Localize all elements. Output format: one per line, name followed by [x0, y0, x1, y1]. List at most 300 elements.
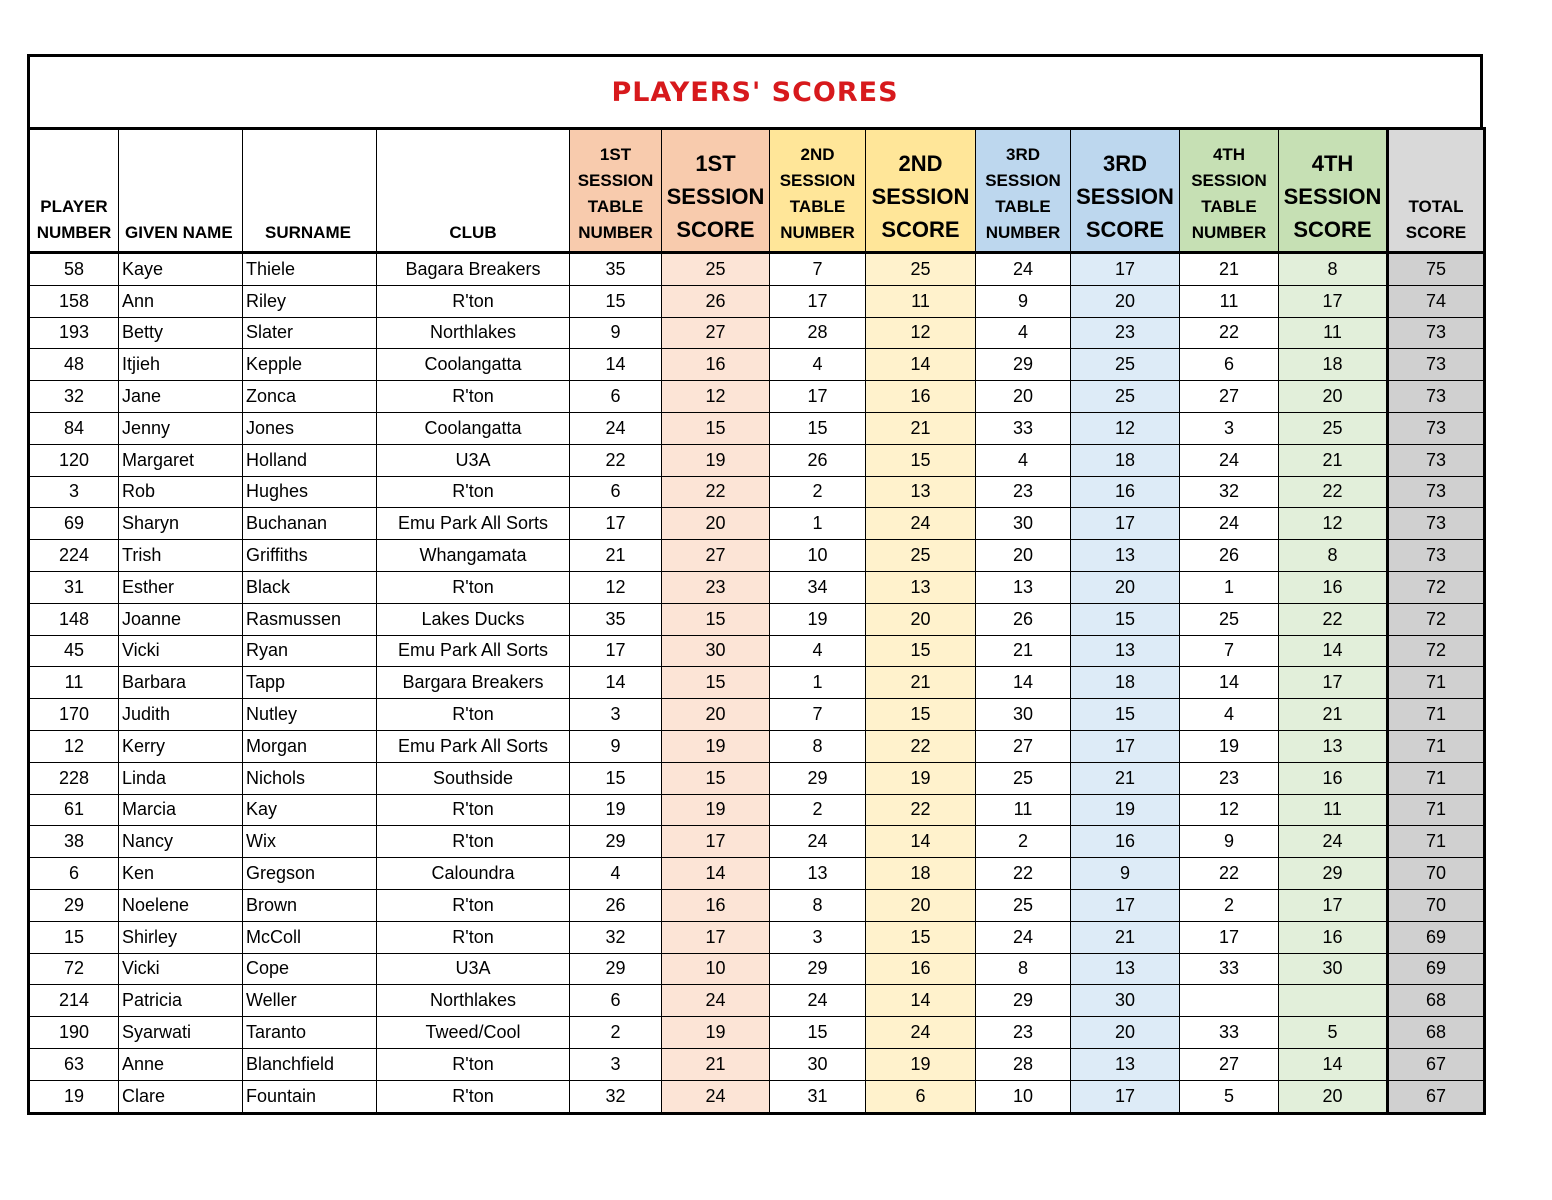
player-number-cell: 228 [29, 762, 119, 794]
total-score-cell: 70 [1388, 889, 1485, 921]
session4-score-cell: 14 [1279, 635, 1388, 667]
total-score-cell: 67 [1388, 1048, 1485, 1080]
session1-table-cell: 6 [570, 985, 662, 1017]
club-cell: Bargara Breakers [377, 667, 570, 699]
surname-cell: Morgan [243, 730, 377, 762]
club-cell: U3A [377, 953, 570, 985]
table-row [29, 285, 1485, 317]
session3-score-cell: 13 [1071, 953, 1180, 985]
table-row [29, 1048, 1485, 1080]
club-cell: R'ton [377, 381, 570, 413]
session2-table-cell: 2 [770, 794, 866, 826]
table-row [29, 699, 1485, 731]
table-row [29, 412, 1485, 444]
surname-cell: Weller [243, 985, 377, 1017]
session4-table-cell: 7 [1180, 635, 1279, 667]
total-score-cell: 72 [1388, 571, 1485, 603]
total-score-cell: 73 [1388, 476, 1485, 508]
session4-score-cell: 20 [1279, 381, 1388, 413]
header-surname: SURNAME [243, 129, 377, 253]
scores-table [27, 127, 1486, 1115]
table-row [29, 317, 1485, 349]
session1-table-cell: 2 [570, 1017, 662, 1049]
session1-table-cell: 3 [570, 699, 662, 731]
session4-score-cell: 22 [1279, 603, 1388, 635]
session1-score-cell: 19 [662, 1017, 770, 1049]
session4-table-cell: 1 [1180, 571, 1279, 603]
session2-table-cell: 24 [770, 985, 866, 1017]
session1-score-cell: 19 [662, 794, 770, 826]
table-row [29, 889, 1485, 921]
session3-score-cell: 21 [1071, 921, 1180, 953]
session1-table-cell: 29 [570, 826, 662, 858]
session2-table-cell: 28 [770, 317, 866, 349]
session4-table-cell [1180, 985, 1279, 1017]
player-number-cell: 58 [29, 253, 119, 286]
session2-score-cell: 21 [866, 412, 976, 444]
session3-table-cell: 24 [976, 921, 1071, 953]
surname-cell: Brown [243, 889, 377, 921]
session4-table-cell: 12 [1180, 794, 1279, 826]
player-number-cell: 3 [29, 476, 119, 508]
table-row [29, 985, 1485, 1017]
player-number-cell: 72 [29, 953, 119, 985]
header-club: CLUB [377, 129, 570, 253]
session1-score-cell: 19 [662, 444, 770, 476]
club-cell: Northlakes [377, 985, 570, 1017]
session3-table-cell: 26 [976, 603, 1071, 635]
table-row [29, 540, 1485, 572]
session4-score-cell: 22 [1279, 476, 1388, 508]
surname-cell: McColl [243, 921, 377, 953]
session3-score-cell: 13 [1071, 1048, 1180, 1080]
session4-score-cell: 20 [1279, 1080, 1388, 1113]
surname-cell: Blanchfield [243, 1048, 377, 1080]
total-score-cell: 71 [1388, 699, 1485, 731]
session4-score-cell [1279, 985, 1388, 1017]
given-name-cell: Jane [119, 381, 243, 413]
session4-table-cell: 24 [1180, 508, 1279, 540]
session2-table-cell: 8 [770, 730, 866, 762]
club-cell: R'ton [377, 699, 570, 731]
table-row [29, 921, 1485, 953]
session1-score-cell: 16 [662, 349, 770, 381]
session3-score-cell: 17 [1071, 889, 1180, 921]
table-row [29, 794, 1485, 826]
player-number-cell: 38 [29, 826, 119, 858]
session1-table-cell: 17 [570, 508, 662, 540]
session2-table-cell: 1 [770, 508, 866, 540]
table-row [29, 444, 1485, 476]
total-score-cell: 69 [1388, 953, 1485, 985]
surname-cell: Kepple [243, 349, 377, 381]
session2-score-cell: 18 [866, 858, 976, 890]
table-row [29, 730, 1485, 762]
session2-score-cell: 16 [866, 381, 976, 413]
session2-table-cell: 17 [770, 381, 866, 413]
session2-score-cell: 14 [866, 349, 976, 381]
session3-score-cell: 19 [1071, 794, 1180, 826]
given-name-cell: Shirley [119, 921, 243, 953]
club-cell: Emu Park All Sorts [377, 508, 570, 540]
total-score-cell: 71 [1388, 826, 1485, 858]
surname-cell: Nutley [243, 699, 377, 731]
table-row [29, 667, 1485, 699]
club-cell: R'ton [377, 1080, 570, 1113]
club-cell: Coolangatta [377, 412, 570, 444]
session2-score-cell: 19 [866, 1048, 976, 1080]
session3-table-cell: 23 [976, 1017, 1071, 1049]
session3-table-cell: 2 [976, 826, 1071, 858]
total-score-cell: 72 [1388, 635, 1485, 667]
session3-table-cell: 25 [976, 762, 1071, 794]
club-cell: R'ton [377, 285, 570, 317]
surname-cell: Kay [243, 794, 377, 826]
total-score-cell: 74 [1388, 285, 1485, 317]
session2-table-cell: 29 [770, 762, 866, 794]
session3-table-cell: 10 [976, 1080, 1071, 1113]
session4-table-cell: 4 [1180, 699, 1279, 731]
table-row [29, 508, 1485, 540]
player-number-cell: 19 [29, 1080, 119, 1113]
session2-score-cell: 13 [866, 476, 976, 508]
session3-score-cell: 13 [1071, 540, 1180, 572]
session1-table-cell: 35 [570, 253, 662, 286]
session1-score-cell: 24 [662, 1080, 770, 1113]
session1-score-cell: 24 [662, 985, 770, 1017]
player-number-cell: 214 [29, 985, 119, 1017]
session4-score-cell: 21 [1279, 444, 1388, 476]
club-cell: R'ton [377, 794, 570, 826]
surname-cell: Jones [243, 412, 377, 444]
player-number-cell: 32 [29, 381, 119, 413]
session1-score-cell: 15 [662, 667, 770, 699]
session1-table-cell: 32 [570, 921, 662, 953]
given-name-cell: Vicki [119, 953, 243, 985]
session3-table-cell: 23 [976, 476, 1071, 508]
given-name-cell: Sharyn [119, 508, 243, 540]
session1-score-cell: 10 [662, 953, 770, 985]
session4-score-cell: 17 [1279, 285, 1388, 317]
table-row [29, 635, 1485, 667]
session3-table-cell: 11 [976, 794, 1071, 826]
session1-score-cell: 21 [662, 1048, 770, 1080]
session2-score-cell: 22 [866, 730, 976, 762]
session3-score-cell: 17 [1071, 508, 1180, 540]
total-score-cell: 70 [1388, 858, 1485, 890]
session1-table-cell: 6 [570, 476, 662, 508]
player-number-cell: 148 [29, 603, 119, 635]
session3-table-cell: 14 [976, 667, 1071, 699]
given-name-cell: Nancy [119, 826, 243, 858]
club-cell: R'ton [377, 1048, 570, 1080]
session4-score-cell: 13 [1279, 730, 1388, 762]
player-number-cell: 69 [29, 508, 119, 540]
session3-table-cell: 30 [976, 699, 1071, 731]
session2-table-cell: 2 [770, 476, 866, 508]
session4-table-cell: 32 [1180, 476, 1279, 508]
session2-table-cell: 17 [770, 285, 866, 317]
given-name-cell: Betty [119, 317, 243, 349]
session2-score-cell: 25 [866, 540, 976, 572]
table-row [29, 349, 1485, 381]
given-name-cell: Anne [119, 1048, 243, 1080]
table-header [29, 129, 1485, 253]
surname-cell: Holland [243, 444, 377, 476]
club-cell: Lakes Ducks [377, 603, 570, 635]
given-name-cell: Patricia [119, 985, 243, 1017]
surname-cell: Taranto [243, 1017, 377, 1049]
player-number-cell: 224 [29, 540, 119, 572]
session3-table-cell: 4 [976, 444, 1071, 476]
session3-table-cell: 27 [976, 730, 1071, 762]
title-bar [27, 54, 1483, 127]
surname-cell: Zonca [243, 381, 377, 413]
header-session2-score: 2ND SESSION SCORE [866, 129, 976, 253]
session2-score-cell: 15 [866, 699, 976, 731]
session3-score-cell: 18 [1071, 667, 1180, 699]
total-score-cell: 73 [1388, 317, 1485, 349]
session1-score-cell: 15 [662, 603, 770, 635]
total-score-cell: 68 [1388, 1017, 1485, 1049]
session3-score-cell: 13 [1071, 635, 1180, 667]
session2-score-cell: 13 [866, 571, 976, 603]
session3-table-cell: 30 [976, 508, 1071, 540]
table-row [29, 953, 1485, 985]
club-cell: U3A [377, 444, 570, 476]
session1-table-cell: 12 [570, 571, 662, 603]
table-row [29, 571, 1485, 603]
session3-score-cell: 21 [1071, 762, 1180, 794]
club-cell: R'ton [377, 571, 570, 603]
header-session4-score: 4TH SESSION SCORE [1279, 129, 1388, 253]
table-row [29, 858, 1485, 890]
given-name-cell: Vicki [119, 635, 243, 667]
given-name-cell: Rob [119, 476, 243, 508]
club-cell: Southside [377, 762, 570, 794]
session1-score-cell: 30 [662, 635, 770, 667]
given-name-cell: Barbara [119, 667, 243, 699]
session4-score-cell: 11 [1279, 794, 1388, 826]
session2-table-cell: 29 [770, 953, 866, 985]
session4-score-cell: 8 [1279, 540, 1388, 572]
session2-table-cell: 19 [770, 603, 866, 635]
surname-cell: Slater [243, 317, 377, 349]
session2-score-cell: 14 [866, 985, 976, 1017]
session1-table-cell: 19 [570, 794, 662, 826]
surname-cell: Nichols [243, 762, 377, 794]
session4-score-cell: 12 [1279, 508, 1388, 540]
given-name-cell: Clare [119, 1080, 243, 1113]
player-number-cell: 170 [29, 699, 119, 731]
club-cell: R'ton [377, 826, 570, 858]
session4-table-cell: 3 [1180, 412, 1279, 444]
given-name-cell: Judith [119, 699, 243, 731]
session4-table-cell: 5 [1180, 1080, 1279, 1113]
session2-score-cell: 19 [866, 762, 976, 794]
session4-table-cell: 14 [1180, 667, 1279, 699]
session3-score-cell: 9 [1071, 858, 1180, 890]
session4-score-cell: 18 [1279, 349, 1388, 381]
session4-score-cell: 14 [1279, 1048, 1388, 1080]
session2-table-cell: 10 [770, 540, 866, 572]
session3-table-cell: 29 [976, 349, 1071, 381]
session1-table-cell: 35 [570, 603, 662, 635]
table-row [29, 476, 1485, 508]
club-cell: Bagara Breakers [377, 253, 570, 286]
session1-table-cell: 24 [570, 412, 662, 444]
score-sheet [27, 54, 1483, 1115]
session3-table-cell: 33 [976, 412, 1071, 444]
session2-table-cell: 31 [770, 1080, 866, 1113]
club-cell: Coolangatta [377, 349, 570, 381]
session1-table-cell: 4 [570, 858, 662, 890]
session3-score-cell: 20 [1071, 1017, 1180, 1049]
session4-table-cell: 19 [1180, 730, 1279, 762]
session4-score-cell: 8 [1279, 253, 1388, 286]
player-number-cell: 15 [29, 921, 119, 953]
session1-table-cell: 14 [570, 667, 662, 699]
total-score-cell: 73 [1388, 540, 1485, 572]
session1-table-cell: 3 [570, 1048, 662, 1080]
given-name-cell: Kerry [119, 730, 243, 762]
session1-table-cell: 22 [570, 444, 662, 476]
session2-score-cell: 6 [866, 1080, 976, 1113]
session3-score-cell: 20 [1071, 571, 1180, 603]
header-session3-table: 3RD SESSION TABLE NUMBER [976, 129, 1071, 253]
session1-score-cell: 22 [662, 476, 770, 508]
session2-score-cell: 11 [866, 285, 976, 317]
session3-score-cell: 16 [1071, 826, 1180, 858]
session4-score-cell: 17 [1279, 889, 1388, 921]
surname-cell: Griffiths [243, 540, 377, 572]
header-session4-table: 4TH SESSION TABLE NUMBER [1180, 129, 1279, 253]
session3-score-cell: 15 [1071, 699, 1180, 731]
surname-cell: Gregson [243, 858, 377, 890]
session2-score-cell: 24 [866, 1017, 976, 1049]
session4-score-cell: 29 [1279, 858, 1388, 890]
session4-table-cell: 25 [1180, 603, 1279, 635]
given-name-cell: Jenny [119, 412, 243, 444]
session4-table-cell: 11 [1180, 285, 1279, 317]
session1-table-cell: 29 [570, 953, 662, 985]
club-cell: Northlakes [377, 317, 570, 349]
table-row [29, 253, 1485, 286]
session1-score-cell: 15 [662, 412, 770, 444]
session4-table-cell: 27 [1180, 1048, 1279, 1080]
club-cell: Emu Park All Sorts [377, 730, 570, 762]
session4-table-cell: 22 [1180, 317, 1279, 349]
session1-table-cell: 9 [570, 317, 662, 349]
session3-table-cell: 13 [976, 571, 1071, 603]
session4-score-cell: 16 [1279, 571, 1388, 603]
session2-score-cell: 22 [866, 794, 976, 826]
total-score-cell: 69 [1388, 921, 1485, 953]
session4-table-cell: 2 [1180, 889, 1279, 921]
total-score-cell: 73 [1388, 444, 1485, 476]
session2-score-cell: 20 [866, 603, 976, 635]
session3-score-cell: 17 [1071, 1080, 1180, 1113]
given-name-cell: Trish [119, 540, 243, 572]
session3-score-cell: 20 [1071, 285, 1180, 317]
session4-score-cell: 16 [1279, 762, 1388, 794]
given-name-cell: Noelene [119, 889, 243, 921]
session4-score-cell: 17 [1279, 667, 1388, 699]
table-row [29, 1017, 1485, 1049]
club-cell: R'ton [377, 921, 570, 953]
surname-cell: Buchanan [243, 508, 377, 540]
session2-score-cell: 16 [866, 953, 976, 985]
session4-score-cell: 25 [1279, 412, 1388, 444]
session3-score-cell: 15 [1071, 603, 1180, 635]
surname-cell: Riley [243, 285, 377, 317]
surname-cell: Black [243, 571, 377, 603]
session3-score-cell: 12 [1071, 412, 1180, 444]
total-score-cell: 67 [1388, 1080, 1485, 1113]
session2-table-cell: 1 [770, 667, 866, 699]
given-name-cell: Margaret [119, 444, 243, 476]
given-name-cell: Syarwati [119, 1017, 243, 1049]
given-name-cell: Marcia [119, 794, 243, 826]
session1-table-cell: 9 [570, 730, 662, 762]
header-player-number: PLAYER NUMBER [29, 129, 119, 253]
given-name-cell: Ann [119, 285, 243, 317]
club-cell: Caloundra [377, 858, 570, 890]
table-row [29, 603, 1485, 635]
total-score-cell: 71 [1388, 667, 1485, 699]
player-number-cell: 12 [29, 730, 119, 762]
session1-table-cell: 14 [570, 349, 662, 381]
session2-table-cell: 24 [770, 826, 866, 858]
session1-table-cell: 21 [570, 540, 662, 572]
surname-cell: Tapp [243, 667, 377, 699]
total-score-cell: 71 [1388, 794, 1485, 826]
session3-table-cell: 20 [976, 540, 1071, 572]
table-row [29, 826, 1485, 858]
session4-score-cell: 24 [1279, 826, 1388, 858]
session2-table-cell: 15 [770, 412, 866, 444]
session4-table-cell: 17 [1180, 921, 1279, 953]
player-number-cell: 158 [29, 285, 119, 317]
table-body [29, 253, 1485, 1114]
session4-score-cell: 11 [1279, 317, 1388, 349]
session2-score-cell: 15 [866, 635, 976, 667]
session1-score-cell: 26 [662, 285, 770, 317]
table-row [29, 381, 1485, 413]
table-row [29, 1080, 1485, 1113]
total-score-cell: 73 [1388, 381, 1485, 413]
player-number-cell: 84 [29, 412, 119, 444]
session3-table-cell: 20 [976, 381, 1071, 413]
session3-table-cell: 24 [976, 253, 1071, 286]
given-name-cell: Esther [119, 571, 243, 603]
session2-score-cell: 14 [866, 826, 976, 858]
session1-table-cell: 15 [570, 285, 662, 317]
session2-score-cell: 25 [866, 253, 976, 286]
session4-score-cell: 16 [1279, 921, 1388, 953]
session1-table-cell: 26 [570, 889, 662, 921]
session3-table-cell: 22 [976, 858, 1071, 890]
session1-score-cell: 17 [662, 921, 770, 953]
session2-score-cell: 20 [866, 889, 976, 921]
session4-table-cell: 23 [1180, 762, 1279, 794]
session2-score-cell: 24 [866, 508, 976, 540]
session1-table-cell: 32 [570, 1080, 662, 1113]
session3-score-cell: 25 [1071, 349, 1180, 381]
session2-table-cell: 3 [770, 921, 866, 953]
session4-table-cell: 27 [1180, 381, 1279, 413]
given-name-cell: Joanne [119, 603, 243, 635]
